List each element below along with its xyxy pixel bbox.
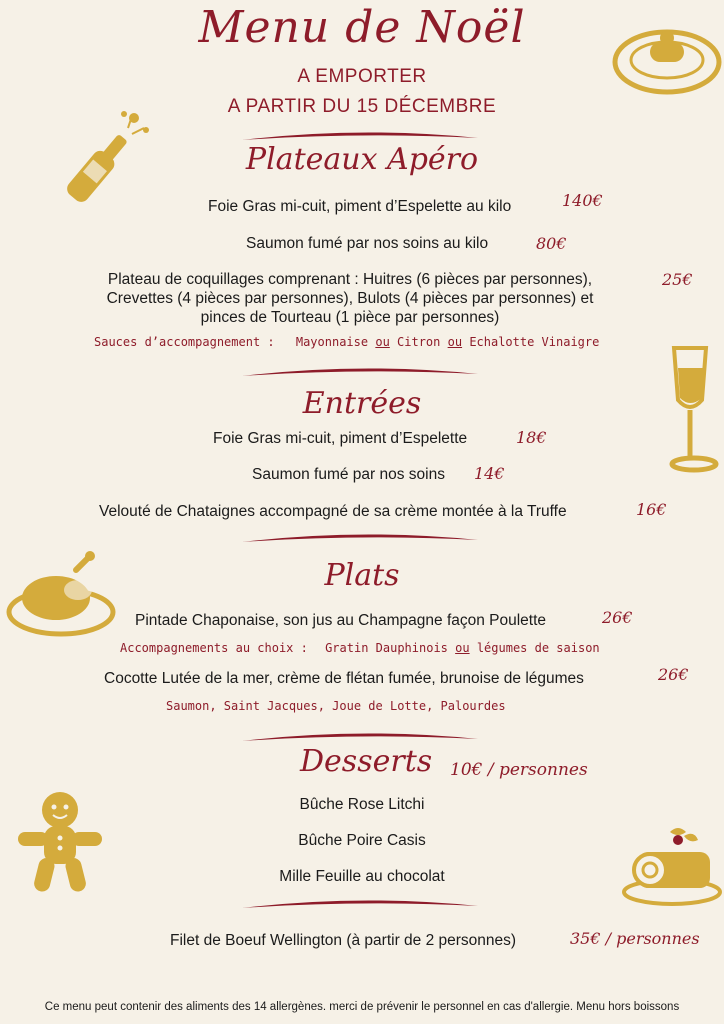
side-dish-note [120,641,600,655]
sauce-option: Citron [397,335,441,349]
sauce-option: Mayonnaise [295,335,369,349]
page-title: Menu de Noël [198,2,526,53]
menu-item-price: 16€ [636,500,667,519]
menu-item-price: 14€ [474,464,505,483]
section-title-plats: Plats [324,558,400,593]
menu-item-price: 25€ [662,270,693,289]
menu-item-price: 80€ [536,234,567,253]
allergen-footer: Ce menu peut contenir des aliments des 14 allergènes. merci de prévenir le personnel en cas d'allergie. Menu hors boissons [44,1001,680,1013]
side-dish-label: Accompagnements au choix : [120,641,308,655]
menu-item: Foie Gras mi-cuit, piment d’Espelette [213,430,468,447]
side-dish-separator: ou [455,641,470,655]
gingerbread-man-icon [14,788,106,896]
dessert-item: Bûche Poire Casis [298,832,426,849]
side-dish-option: légumes de saison [476,641,600,655]
menu-item-price: 140€ [562,191,603,210]
menu-item-line: Plateau de coquillages comprenant : Huitres (6 pièces par personnes), [107,271,593,288]
subtitle-takeaway: A EMPORTER [297,66,427,87]
section-title-desserts: Desserts [300,744,433,779]
sauce-separator: ou [447,335,463,349]
champagne-bottle-icon [52,108,152,213]
menu-item: Saumon fumé par nos soins [252,466,445,483]
champagne-glass-icon [664,342,724,477]
section-title-plateaux: Plateaux Apéro [245,142,479,177]
divider [240,532,480,546]
sauce-note [94,335,599,349]
menu-item-price: 26€ [658,665,689,684]
side-dish-option: Gratin Dauphinois [325,641,448,655]
sauce-note-label: Sauces d’accompagnement : [94,335,275,349]
yule-log-icon [620,822,722,910]
menu-item-price: 18€ [516,428,547,447]
divider [240,898,480,912]
divider [240,731,480,745]
dessert-item: Bûche Rose Litchi [299,796,425,813]
menu-item-line: Crevettes (4 pièces par personnes), Bulots (4 pièces par personnes) et [106,290,594,307]
menu-item: Pintade Chaponaise, son jus au Champagne façon Poulette [135,612,547,629]
desserts-price: 10€ / personnes [450,760,588,780]
menu-item: Cocotte Lutée de la mer, crème de flétan fumée, brunoise de légumes [104,670,584,687]
section-title-entrees: Entrées [302,386,422,421]
dessert-item: Mille Feuille au chocolat [279,868,445,885]
dessert-plate-icon [612,16,722,96]
sauce-option: Echalotte Vinaigre [469,335,600,349]
menu-item-price: 26€ [602,608,633,627]
menu-item-price: 35€ / personnes [570,929,700,948]
menu-item: Velouté de Chataignes accompagné de sa crème montée à la Truffe [99,503,567,520]
menu-item-special: Filet de Boeuf Wellington (à partir de 2 personnes) [170,932,517,949]
menu-item-line: pinces de Tourteau (1 pièce par personnes) [200,309,500,326]
seafood-note: Saumon, Saint Jacques, Joue de Lotte, Palourdes [166,699,506,713]
divider [240,366,480,380]
roast-chicken-icon [6,550,116,640]
menu-item: Saumon fumé par nos soins au kilo [246,235,489,252]
subtitle-date: A PARTIR DU 15 DÉCEMBRE [227,96,497,117]
sauce-separator: ou [375,335,390,349]
menu-item: Foie Gras mi-cuit, piment d’Espelette au kilo [208,198,512,215]
menu-item [0,270,724,327]
